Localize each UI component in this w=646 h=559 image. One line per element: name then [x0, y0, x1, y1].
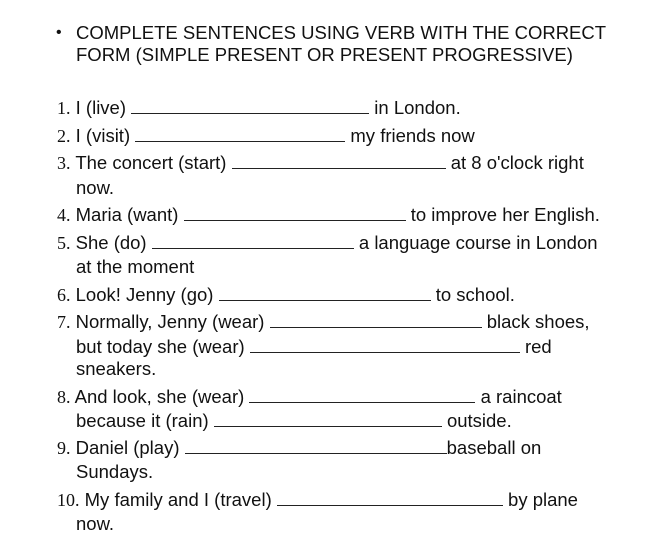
- exercise-9: [57, 437, 541, 459]
- exercise-3-continued: [76, 177, 114, 199]
- item-text-before: Normally, Jenny (wear): [75, 311, 265, 332]
- exercise-10: [57, 489, 578, 511]
- item-text-after: to improve her English.: [410, 204, 600, 225]
- item-text-before: Look! Jenny (go): [75, 284, 214, 305]
- item-number: 6.: [57, 285, 71, 305]
- answer-blank-8b[interactable]: [214, 410, 442, 427]
- item-number: 1.: [57, 98, 71, 118]
- item-text-continued: but today she (wear): [76, 336, 245, 357]
- exercise-3: [57, 152, 584, 174]
- item-text-before: My family and I (travel): [84, 489, 272, 510]
- exercise-2: [57, 125, 475, 147]
- item-text-continued: Sundays.: [76, 461, 154, 482]
- answer-blank-9[interactable]: [185, 437, 447, 454]
- item-text-before: And look, she (wear): [74, 386, 245, 407]
- item-number: 3.: [57, 153, 71, 173]
- item-number: 8.: [57, 387, 71, 407]
- exercise-8-continued: [76, 410, 512, 432]
- item-text-after: in London.: [374, 97, 461, 118]
- item-text-after: outside.: [446, 410, 512, 431]
- item-text-after: a raincoat: [480, 386, 562, 407]
- item-text-after: black shoes,: [486, 311, 590, 332]
- item-text-continued: now.: [76, 513, 115, 534]
- item-text-before: She (do): [75, 232, 147, 253]
- answer-blank-5[interactable]: [152, 232, 354, 249]
- item-text-continued: at the moment: [76, 256, 195, 277]
- item-text-after: to school.: [435, 284, 515, 305]
- item-text-continued: because it (rain): [76, 410, 209, 431]
- item-text-after: my friends now: [350, 125, 475, 146]
- item-text-before: Maria (want): [75, 204, 179, 225]
- answer-blank-7a[interactable]: [270, 311, 482, 328]
- exercise-10-continued: [76, 513, 114, 535]
- bullet-icon: •: [56, 24, 62, 41]
- item-text-before: Daniel (play): [75, 437, 180, 458]
- item-text-after: by plane: [508, 489, 578, 510]
- answer-blank-3[interactable]: [232, 152, 446, 169]
- item-text-after: a language course in London: [358, 232, 598, 253]
- exercise-4: [57, 204, 600, 226]
- item-text-continued: sneakers.: [76, 358, 157, 379]
- exercise-7: [57, 311, 590, 333]
- answer-blank-1[interactable]: [131, 97, 369, 114]
- item-text-before: The concert (start): [75, 152, 227, 173]
- exercise-5-continued: [76, 256, 194, 278]
- item-number: 9.: [57, 438, 71, 458]
- exercise-1: [57, 97, 461, 119]
- exercise-5: [57, 232, 598, 254]
- item-number: 2.: [57, 126, 71, 146]
- item-text-before: I (visit): [75, 125, 131, 146]
- exercise-7-continued: [76, 336, 552, 358]
- answer-blank-6[interactable]: [219, 284, 431, 301]
- answer-blank-10[interactable]: [277, 489, 503, 506]
- answer-blank-2[interactable]: [135, 125, 345, 142]
- exercise-6: [57, 284, 515, 306]
- worksheet-heading: [56, 22, 626, 66]
- exercise-8: [57, 386, 562, 408]
- item-text-after: red: [524, 336, 552, 357]
- answer-blank-7b[interactable]: [250, 336, 520, 353]
- heading-text: COMPLETE SENTENCES USING VERB WITH THE CORRECT FORM (SIMPLE PRESENT OR PRESENT PROGRESSIVE): [76, 22, 606, 65]
- exercise-7-continued-2: [76, 358, 156, 380]
- item-text-continued: now.: [76, 177, 115, 198]
- item-number: 5.: [57, 233, 71, 253]
- item-number: 7.: [57, 312, 71, 332]
- item-number: 10.: [57, 490, 80, 510]
- exercise-9-continued: [76, 461, 153, 483]
- item-text-after: baseball on: [446, 437, 542, 458]
- item-number: 4.: [57, 205, 71, 225]
- item-text-before: I (live): [75, 97, 127, 118]
- item-text-after: at 8 o'clock right: [450, 152, 584, 173]
- answer-blank-4[interactable]: [184, 204, 406, 221]
- answer-blank-8a[interactable]: [249, 386, 475, 403]
